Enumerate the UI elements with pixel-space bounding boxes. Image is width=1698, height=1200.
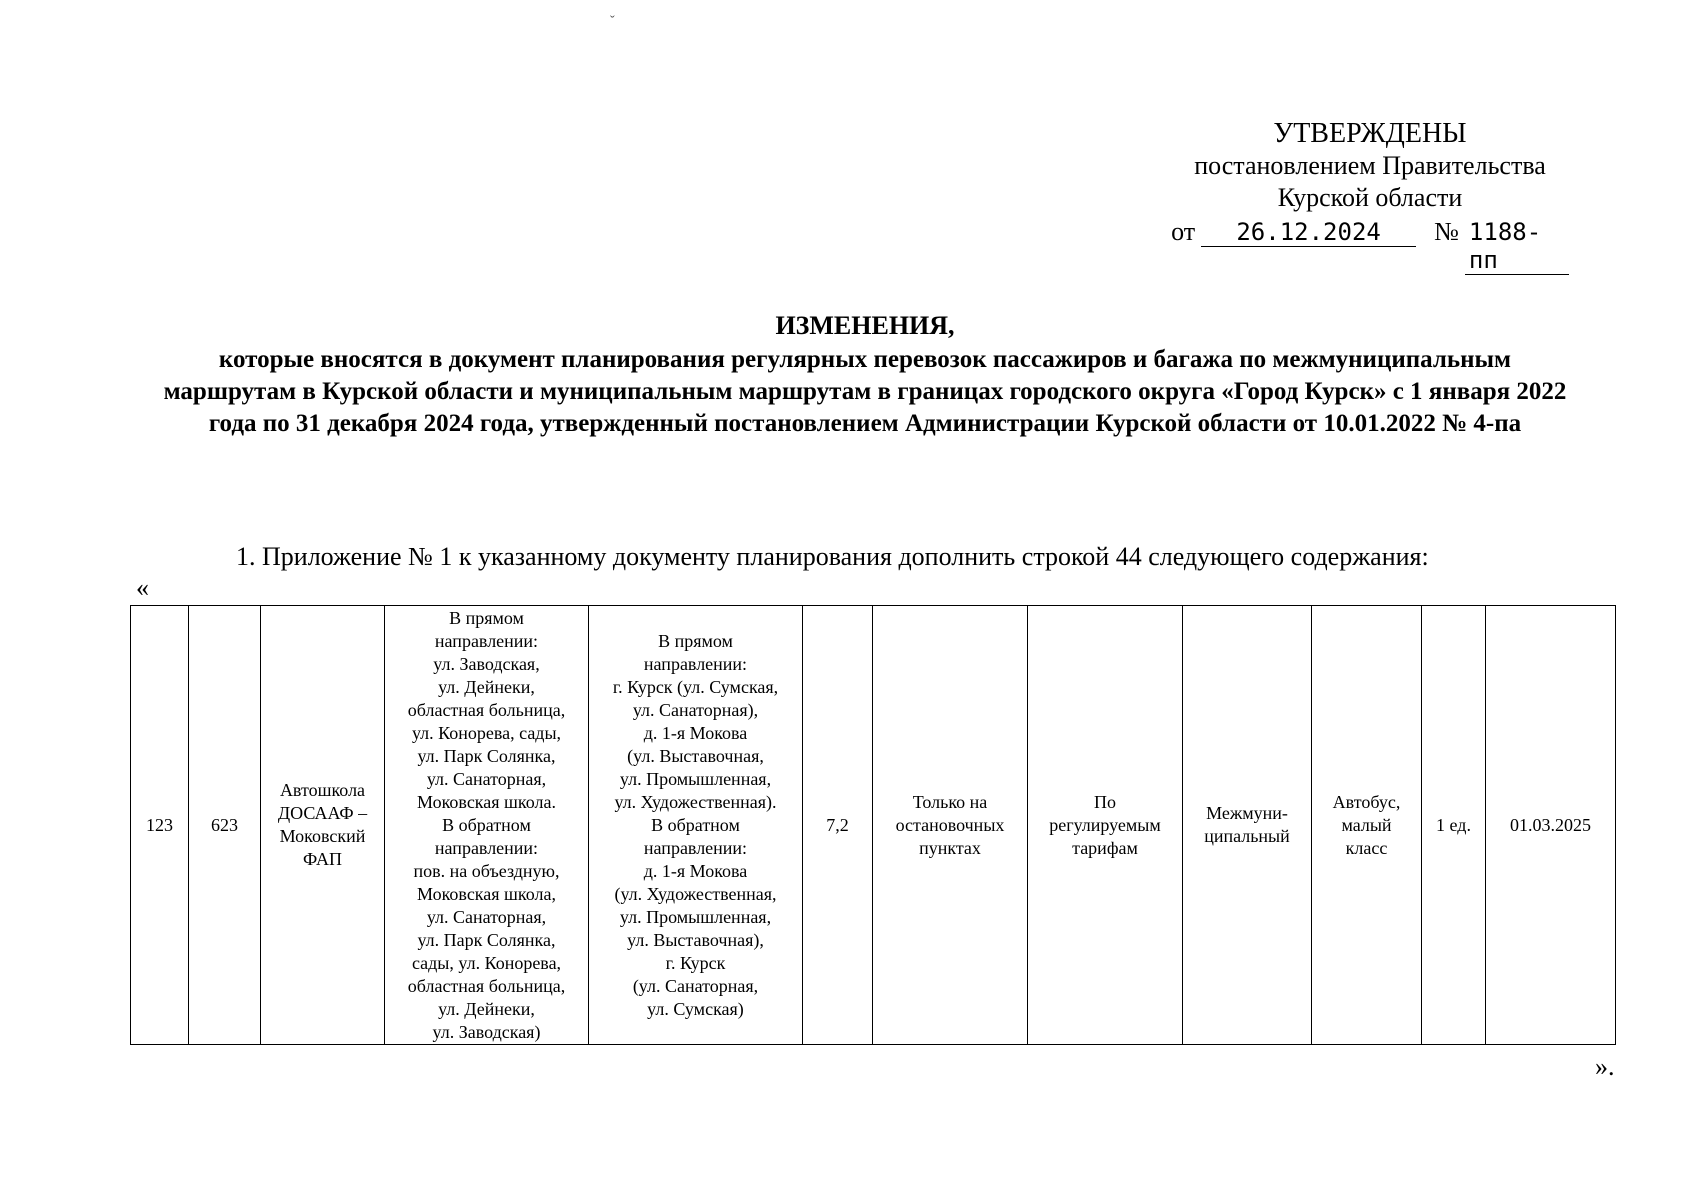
table-row xyxy=(131,606,1616,1045)
cell-length: 7,2 xyxy=(803,606,873,1045)
closing-quote: ». xyxy=(1595,1052,1615,1081)
cell-start-date: 01.03.2025 xyxy=(1486,606,1616,1045)
cell-reg-number: 123 xyxy=(131,606,189,1045)
heading-sub: которые вносятся в документ планирования регулярных перевозок пассажиров и багажа по межмуниципальным маршрутам в Курской области и муниципальным маршрутам в границах городского округа «Город Курск» с 1 января 2022 года по 31 декабря 2024 года, утвержденный постановлением Администрации Курской области от 10.01.2022 № 4-па xyxy=(163,346,1567,437)
approval-title: УТВЕРЖДЕНЫ xyxy=(1273,118,1467,149)
heading-main: ИЗМЕНЕНИЯ, xyxy=(775,311,955,340)
cell-quantity: 1 ед. xyxy=(1422,606,1486,1045)
route-table xyxy=(130,605,1616,1045)
cell-route-name: Автошкола ДОСААФ – Моковский ФАП xyxy=(261,606,385,1045)
cell-stop-order: Только на остановочных пунктах xyxy=(873,606,1028,1045)
cell-route-type: Межмуни- ципальный xyxy=(1183,606,1312,1045)
cell-route-number: 623 xyxy=(189,606,261,1045)
document-heading xyxy=(160,310,1570,440)
approval-line-2: Курской области xyxy=(1277,183,1463,212)
opening-quote: « xyxy=(136,573,149,602)
cell-tariff: По регулируемым тарифам xyxy=(1028,606,1183,1045)
cell-streets: В прямом направлении: ул. Заводская, ул. Дейнеки, областная больница, ул. Конорева, сады, ул. Парк Солянка, ул. Санаторная, Моковская школа. В обратном направлении: пов. на объездную, Моковская школа, ул. Санаторная, ул. Парк Солянка, сады, ул. Конорева, областная больница, ул. Дейнеки, ул. Заводская) xyxy=(385,606,589,1045)
approval-block xyxy=(1160,118,1580,275)
scan-artifact-mark: ˇ xyxy=(610,14,615,29)
approval-date: 26.12.2024 xyxy=(1201,218,1416,247)
instruction-text: 1. Приложение № 1 к указанному документу планирования дополнить строкой 44 следующего содержания: xyxy=(236,542,1429,571)
approval-line-1: постановлением Правительства xyxy=(1194,151,1546,180)
cell-vehicle: Автобус, малый класс xyxy=(1312,606,1422,1045)
approval-date-row xyxy=(1160,216,1580,275)
number-label: № xyxy=(1434,217,1459,246)
approval-number: 1188-пп xyxy=(1465,218,1569,275)
cell-settlements: В прямом направлении: г. Курск (ул. Сумская, ул. Санаторная), д. 1-я Мокова (ул. Выставочная, ул. Промышленная, ул. Художественная). В обратном направлении: д. 1-я Мокова (ул. Художественная, ул. Промышленная, ул. Выставочная), г. Курск (ул. Санаторная, ул. Сумская) xyxy=(589,606,803,1045)
date-prefix: от xyxy=(1171,217,1196,246)
